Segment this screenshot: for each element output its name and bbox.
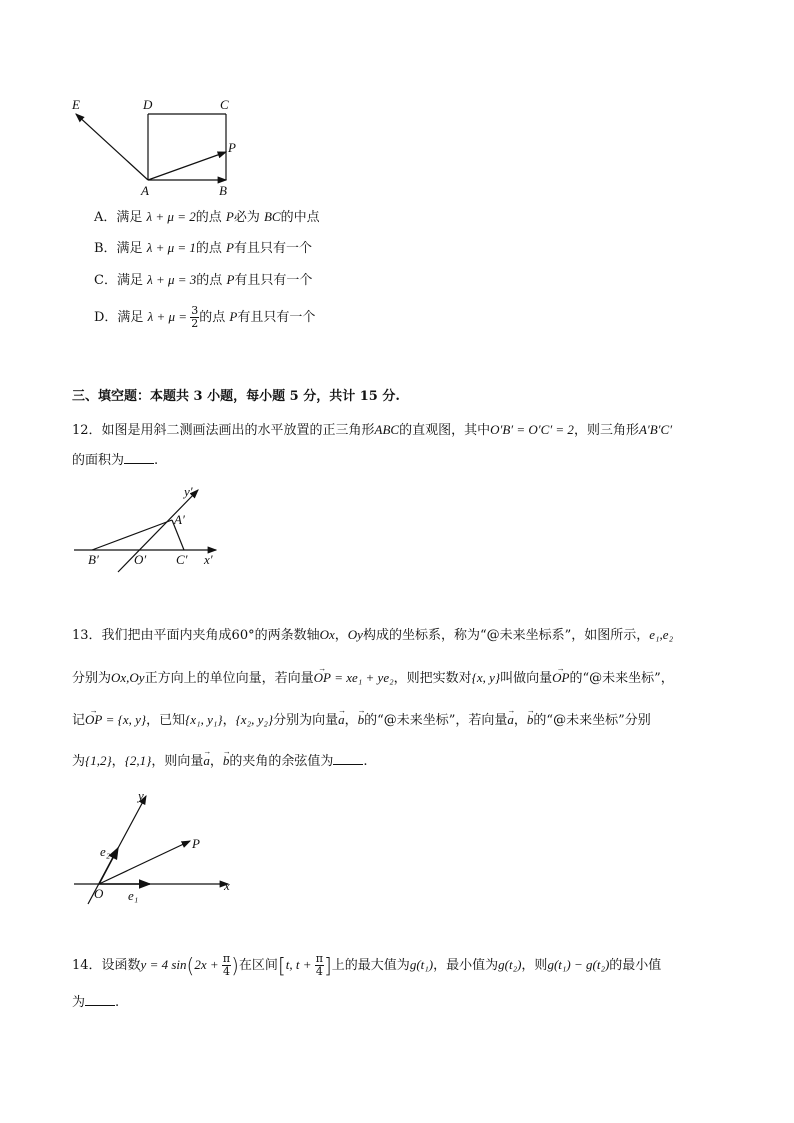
label-p: P bbox=[192, 836, 200, 851]
vector-op bbox=[99, 841, 190, 884]
q13-vector-b-3: → b bbox=[223, 751, 230, 771]
q14-text4: ，最小值为 bbox=[433, 958, 499, 973]
label-e2: e₂ bbox=[100, 844, 111, 859]
paren-close: ) bbox=[231, 953, 239, 978]
q13-pair: {x, y} bbox=[471, 670, 501, 685]
q12-line2 bbox=[72, 451, 158, 471]
q13-text4: 分别为 bbox=[72, 671, 112, 686]
option-d-text1: 的点 bbox=[199, 310, 230, 325]
option-a-expr: λ + μ = 2 bbox=[146, 209, 196, 224]
q13-op-coords: = {x, y} bbox=[102, 712, 147, 727]
q14-text6: 的最小值 bbox=[609, 958, 662, 973]
figure-q11 bbox=[66, 96, 266, 200]
label-p: P bbox=[228, 140, 236, 155]
fraction-numerator: 3 bbox=[191, 304, 199, 317]
option-c-expr: λ + μ = 3 bbox=[147, 272, 197, 287]
label-e1: e₁ bbox=[128, 888, 139, 903]
q13-sep: ， bbox=[334, 628, 348, 643]
q13-text11: ， bbox=[222, 713, 236, 728]
option-d-lead: D．满足 bbox=[94, 310, 148, 325]
label-c-prime: C′ bbox=[176, 552, 188, 567]
q12-text4: 的面积为 bbox=[72, 453, 125, 468]
q13-text1: 13．我们把由平面内夹角成 bbox=[72, 628, 232, 643]
option-d-text2: 有且只有一个 bbox=[237, 310, 316, 325]
q14-g-t2: g(t₂) bbox=[498, 957, 522, 972]
q13-text21: 的夹角的余弦值为 bbox=[229, 754, 334, 769]
option-b-text1: 的点 bbox=[195, 241, 227, 256]
option-b-text2: 有且只有一个 bbox=[233, 241, 312, 256]
label-o-prime: O′ bbox=[134, 552, 147, 567]
q13-period: . bbox=[363, 754, 368, 769]
q12-answer-blank[interactable] bbox=[124, 451, 154, 464]
label-a-prime: A′ bbox=[174, 512, 185, 527]
option-a-text1: 的点 bbox=[195, 210, 226, 225]
option-c-text1: 的点 bbox=[196, 273, 227, 288]
label-y: y bbox=[138, 788, 144, 803]
option-c bbox=[94, 271, 312, 290]
q13-vector-op: → OP bbox=[314, 668, 331, 688]
option-b-lead: B．满足 bbox=[94, 241, 147, 256]
q13-vector-op-2: → OP bbox=[552, 668, 569, 688]
q13-text2: 的两条数轴 bbox=[254, 628, 320, 643]
option-c-text2: 有且只有一个 bbox=[234, 273, 313, 288]
q14-interval: t, t + bbox=[285, 957, 315, 972]
q14-line1 bbox=[72, 950, 661, 981]
q13-vector-b-2: → b bbox=[527, 710, 534, 730]
q12-text2: 的直观图，其中 bbox=[399, 423, 491, 438]
q14-arg: 2x + bbox=[194, 957, 222, 972]
fraction-pi-4-b bbox=[315, 953, 324, 978]
figure-q13 bbox=[66, 786, 246, 904]
fraction-four: 4 bbox=[222, 965, 230, 978]
bracket-open: [ bbox=[277, 953, 286, 978]
q13-value-2: {2,1} bbox=[124, 753, 152, 768]
q13-coord-1: {x₁, y₁} bbox=[185, 712, 223, 727]
q14-function: y = 4 sin bbox=[140, 957, 187, 972]
q13-vector-b: → b bbox=[358, 710, 365, 730]
q13-vector-a-3: → a bbox=[203, 751, 210, 771]
q13-vector-op-3: → OP bbox=[85, 710, 102, 730]
q13-op-expr: = xe₁ + ye₂ bbox=[330, 670, 394, 685]
option-d-p: P bbox=[229, 309, 238, 324]
label-e: E bbox=[72, 97, 80, 112]
figure-q12-svg bbox=[66, 482, 236, 578]
segment-b-a bbox=[92, 520, 172, 550]
option-b bbox=[94, 239, 312, 258]
q14-text1: 14．设函数 bbox=[72, 958, 141, 973]
q13-text18: ， bbox=[111, 754, 125, 769]
q13-coord-2: {x₂, y₂} bbox=[235, 712, 274, 727]
q13-line3 bbox=[72, 710, 651, 731]
q13-text5: 正方向上的单位向量，若向量 bbox=[144, 671, 314, 686]
q13-text19: ，则向量 bbox=[151, 754, 204, 769]
q12-period: . bbox=[154, 453, 159, 468]
fraction-pi: π bbox=[222, 952, 231, 965]
q12-text3: ，则三角形 bbox=[573, 423, 639, 438]
q13-text13: ， bbox=[344, 713, 358, 728]
q13-text7: 叫做向量 bbox=[500, 671, 553, 686]
q13-text3: 构成的坐标系，称为“@未来坐标系”，如图所示， bbox=[362, 628, 650, 643]
q14-text3: 上的最大值为 bbox=[331, 958, 410, 973]
q13-line2 bbox=[72, 668, 674, 689]
q14-text2: 在区间 bbox=[238, 958, 278, 973]
bracket-close: ] bbox=[323, 953, 332, 978]
q13-text8: 的“@未来坐标”， bbox=[569, 671, 674, 686]
q13-vector-a-2: → a bbox=[507, 710, 514, 730]
label-y-prime: y′ bbox=[184, 484, 193, 499]
label-c: C bbox=[220, 97, 229, 112]
fraction-3-2 bbox=[190, 305, 199, 330]
section-heading-fill-in: 三、填空题：本题共 3 小题，每小题 5 分，共计 15 分. bbox=[72, 389, 400, 404]
label-b-prime: B′ bbox=[88, 552, 99, 567]
option-a-text2: 必为 bbox=[233, 210, 264, 225]
q14-answer-blank[interactable] bbox=[85, 993, 115, 1006]
figure-q13-svg bbox=[66, 786, 246, 904]
vector-ap bbox=[148, 152, 226, 180]
figure-q12 bbox=[66, 482, 236, 578]
q14-g-t1: g(t₁) bbox=[409, 957, 434, 972]
q13-text14: 的“@未来坐标”，若向量 bbox=[364, 713, 508, 728]
q13-vector-a: → a bbox=[338, 710, 345, 730]
q13-line1 bbox=[72, 625, 673, 646]
q13-line4 bbox=[72, 751, 368, 772]
q12-condition: O′B′ = O′C′ = 2 bbox=[490, 422, 574, 437]
option-b-expr: λ + μ = 1 bbox=[146, 240, 196, 255]
option-a-text3: 的中点 bbox=[280, 210, 320, 225]
q13-text17: 为 bbox=[72, 754, 86, 769]
vector-ae bbox=[76, 114, 148, 180]
q13-text9: 记 bbox=[72, 713, 86, 728]
paren-open: ( bbox=[186, 953, 195, 978]
option-d-expr: λ + μ = bbox=[147, 309, 191, 324]
label-x-prime: x′ bbox=[204, 552, 213, 567]
option-a-p: P bbox=[225, 209, 234, 224]
option-c-lead: C．满足 bbox=[94, 273, 148, 288]
q14-period: . bbox=[115, 995, 120, 1010]
label-o: O bbox=[94, 886, 104, 901]
label-d: D bbox=[143, 97, 153, 112]
q12-abc: ABC bbox=[374, 422, 400, 437]
q13-axes: Ox,Oy bbox=[111, 670, 145, 685]
label-x: x bbox=[224, 878, 230, 893]
q14-text7: 为 bbox=[72, 995, 86, 1010]
fraction-four-b: 4 bbox=[315, 965, 323, 978]
option-a bbox=[94, 208, 320, 227]
q13-value-1: {1,2} bbox=[85, 753, 112, 768]
option-b-p: P bbox=[226, 240, 234, 255]
q13-unit-vectors: e₁,e₂ bbox=[649, 627, 674, 642]
label-b: B bbox=[219, 183, 227, 198]
q13-text16: 的“@未来坐标”分别 bbox=[533, 713, 651, 728]
q13-text15: ， bbox=[513, 713, 527, 728]
q13-ox: Ox bbox=[319, 627, 335, 642]
option-d bbox=[94, 302, 315, 333]
q14-line2 bbox=[72, 993, 119, 1013]
q13-text10: ，已知 bbox=[146, 713, 186, 728]
option-a-lead: A．满足 bbox=[94, 210, 147, 225]
q13-answer-blank[interactable] bbox=[333, 752, 363, 765]
q13-angle: 60° bbox=[231, 628, 255, 643]
fraction-denominator: 2 bbox=[191, 317, 199, 330]
option-a-bc: BC bbox=[263, 209, 281, 224]
figure-q11-svg bbox=[66, 96, 266, 200]
label-a: A bbox=[141, 183, 149, 198]
q13-oy: Oy bbox=[347, 627, 363, 642]
fraction-pi-b: π bbox=[315, 952, 323, 965]
q12-line1 bbox=[72, 420, 672, 441]
q12-text1: 12．如图是用斜二测画法画出的水平放置的正三角形 bbox=[72, 423, 375, 438]
q13-text12: 分别为向量 bbox=[273, 713, 339, 728]
option-c-p: P bbox=[226, 272, 235, 287]
q12-triangle: A′B′C′ bbox=[638, 422, 673, 437]
q13-text20: ， bbox=[209, 754, 223, 769]
q14-text5: ，则 bbox=[521, 958, 548, 973]
fraction-pi-4 bbox=[222, 953, 231, 978]
q13-text6: ，则把实数对 bbox=[393, 671, 472, 686]
q14-difference: g(t₁) − g(t₂) bbox=[547, 957, 610, 972]
